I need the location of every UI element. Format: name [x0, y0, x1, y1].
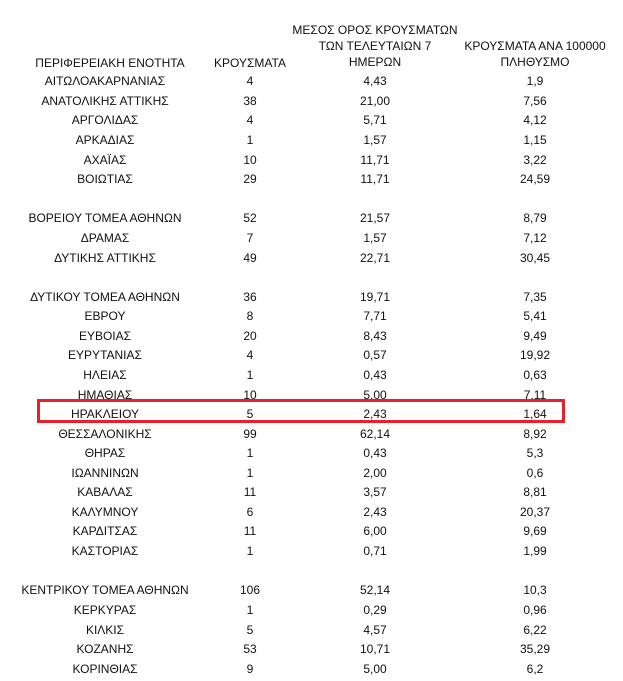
- table-row: [0, 406, 623, 422]
- cell-region: ΚΕΡΚΥΡΑΣ: [73, 603, 137, 617]
- cell-avg7: 19,71: [359, 290, 391, 304]
- cell-per100k: 4,12: [523, 113, 547, 127]
- cell-per100k: 8,92: [523, 427, 547, 441]
- cell-cases: 49: [243, 251, 257, 265]
- header-avg7-line: ΗΜΕΡΩΝ: [348, 55, 402, 69]
- cell-avg7: 2,43: [363, 505, 387, 519]
- table-row: [0, 328, 623, 344]
- table-row: [0, 504, 623, 520]
- cell-region: ΚΑΡΔΙΤΣΑΣ: [72, 524, 138, 538]
- cell-per100k: 0,63: [523, 368, 547, 382]
- cell-per100k: 7,11: [523, 388, 547, 402]
- cell-region: ΑΙΤΩΛΟΑΚΑΡΝΑΝΙΑΣ: [44, 74, 166, 88]
- cell-region: ΑΡΚΑΔΙΑΣ: [75, 133, 135, 147]
- cell-avg7: 3,57: [363, 485, 387, 499]
- header-per100k-line: ΚΡΟΥΣΜΑΤΑ ΑΝΑ 100000: [464, 39, 606, 53]
- cell-region: ΗΜΑΘΙΑΣ: [77, 388, 133, 402]
- table-row: [0, 622, 623, 638]
- header-avg7-line: ΤΩΝ ΤΕΛΕΥΤΑΙΩΝ 7: [318, 39, 432, 53]
- cell-cases: 106: [239, 583, 261, 597]
- table-row: [0, 250, 623, 266]
- cell-per100k: 30,45: [519, 251, 551, 265]
- cell-region: ΒΟΙΩΤΙΑΣ: [77, 172, 133, 186]
- header-per100k-line: ΠΛΗΘΥΣΜΟ: [500, 55, 570, 69]
- header-avg7-line: ΜΕΣΟΣ ΟΡΟΣ ΚΡΟΥΣΜΑΤΩΝ: [292, 23, 458, 37]
- cell-region: ΗΡΑΚΛΕΙΟΥ: [70, 407, 140, 421]
- cell-cases: 36: [243, 290, 257, 304]
- cell-per100k: 5,3: [526, 446, 544, 460]
- table-row: [0, 308, 623, 324]
- table-row: [0, 387, 623, 403]
- cell-per100k: 6,2: [526, 662, 544, 676]
- cell-per100k: 7,35: [523, 290, 547, 304]
- cell-avg7: 10,71: [359, 642, 391, 656]
- cell-per100k: 1,64: [523, 407, 547, 421]
- table-row: [0, 347, 623, 363]
- cell-per100k: 0,96: [523, 603, 547, 617]
- table-row: [0, 641, 623, 657]
- cell-avg7: 1,57: [363, 133, 387, 147]
- cell-cases: 29: [243, 172, 257, 186]
- cell-avg7: 0,29: [363, 603, 387, 617]
- cell-cases: 9: [246, 662, 254, 676]
- cell-region: ΚΙΛΚΙΣ: [85, 623, 125, 637]
- table-row: [0, 602, 623, 618]
- table-row: [0, 543, 623, 559]
- table-row: [0, 523, 623, 539]
- cell-region: ΕΥΒΟΙΑΣ: [78, 329, 132, 343]
- cell-cases: 5: [246, 623, 254, 637]
- cell-avg7: 1,57: [363, 231, 387, 245]
- cell-avg7: 11,71: [360, 172, 390, 186]
- cell-cases: 5: [246, 407, 254, 421]
- cell-avg7: 21,00: [359, 94, 391, 108]
- cell-per100k: 6,22: [523, 623, 547, 637]
- cell-per100k: 19,92: [519, 348, 551, 362]
- table-row: [0, 93, 623, 109]
- table-row: [0, 152, 623, 168]
- table-row: [0, 132, 623, 148]
- table-row: [0, 230, 623, 246]
- table-row: [0, 112, 623, 128]
- cell-cases: 8: [246, 309, 254, 323]
- cell-region: ΚΑΒΑΛΑΣ: [77, 485, 133, 499]
- cell-region: ΔΥΤΙΚΗΣ ΑΤΤΙΚΗΣ: [54, 251, 156, 265]
- cell-region: ΘΗΡΑΣ: [84, 446, 126, 460]
- cell-cases: 4: [246, 113, 254, 127]
- cell-cases: 1: [246, 603, 254, 617]
- cell-cases: 20: [243, 329, 257, 343]
- cell-region: ΑΝΑΤΟΛΙΚΗΣ ΑΤΤΙΚΗΣ: [41, 94, 169, 108]
- cell-cases: 52: [243, 211, 257, 225]
- cell-per100k: 24,59: [519, 172, 551, 186]
- cell-avg7: 7,71: [363, 309, 387, 323]
- cell-per100k: 3,22: [523, 153, 547, 167]
- cell-avg7: 5,00: [363, 388, 387, 402]
- cell-region: ΑΡΓΟΛΙΔΑΣ: [71, 113, 139, 127]
- cell-per100k: 1,15: [523, 133, 547, 147]
- cell-region: ΚΟΖΑΝΗΣ: [76, 642, 134, 656]
- cell-cases: 6: [246, 505, 254, 519]
- cell-per100k: 7,56: [523, 94, 547, 108]
- cell-avg7: 21,57: [359, 211, 391, 225]
- cell-avg7: 4,43: [363, 74, 387, 88]
- cell-region: ΚΟΡΙΝΘΙΑΣ: [72, 662, 138, 676]
- cell-region: ΚΑΣΤΟΡΙΑΣ: [71, 544, 139, 558]
- cell-region: ΒΟΡΕΙΟΥ ΤΟΜΕΑ ΑΘΗΝΩΝ: [28, 211, 182, 225]
- table-row: [0, 210, 623, 226]
- cell-avg7: 6,00: [363, 524, 387, 538]
- cell-avg7: 11,71: [360, 153, 390, 167]
- header-cases-line: ΚΡΟΥΣΜΑΤΑ: [214, 56, 286, 70]
- cell-avg7: 2,43: [363, 407, 387, 421]
- table-row: [0, 289, 623, 305]
- cell-per100k: 8,81: [523, 485, 547, 499]
- cell-avg7: 2,00: [363, 466, 387, 480]
- cell-cases: 11: [243, 524, 257, 538]
- cell-cases: 7: [246, 231, 254, 245]
- cell-region: ΕΒΡΟΥ: [84, 309, 126, 323]
- table-row: [0, 426, 623, 442]
- cell-cases: 1: [246, 466, 254, 480]
- cell-cases: 10: [243, 388, 257, 402]
- cell-cases: 10: [243, 153, 257, 167]
- table-row: [0, 465, 623, 481]
- cell-per100k: 9,69: [523, 524, 547, 538]
- table-row: [0, 445, 623, 461]
- table-row: [0, 484, 623, 500]
- cell-avg7: 0,57: [363, 348, 387, 362]
- cell-avg7: 8,43: [363, 329, 387, 343]
- cell-avg7: 52,14: [359, 583, 391, 597]
- cell-per100k: 9,49: [523, 329, 547, 343]
- table-row: [0, 171, 623, 187]
- cell-region: ΚΑΛΥΜΝΟΥ: [71, 505, 139, 519]
- cell-per100k: 8,79: [523, 211, 547, 225]
- cell-cases: 99: [243, 427, 257, 441]
- cell-cases: 1: [246, 446, 254, 460]
- cell-cases: 1: [246, 133, 254, 147]
- cell-per100k: 10,3: [523, 583, 547, 597]
- cell-per100k: 20,37: [519, 505, 551, 519]
- cell-per100k: 0,6: [526, 466, 544, 480]
- cell-avg7: 5,71: [363, 113, 387, 127]
- cell-per100k: 1,99: [523, 544, 547, 558]
- cell-per100k: 7,12: [523, 231, 547, 245]
- cell-region: ΚΕΝΤΡΙΚΟΥ ΤΟΜΕΑ ΑΘΗΝΩΝ: [21, 583, 189, 597]
- cell-avg7: 0,71: [363, 544, 387, 558]
- table-row: [0, 582, 623, 598]
- cell-region: ΔΡΑΜΑΣ: [80, 231, 130, 245]
- table-row: [0, 73, 623, 89]
- cell-cases: 38: [243, 94, 257, 108]
- cell-cases: 53: [243, 642, 257, 656]
- cell-avg7: 22,71: [359, 251, 391, 265]
- cell-region: ΔΥΤΙΚΟΥ ΤΟΜΕΑ ΑΘΗΝΩΝ: [30, 290, 180, 304]
- header-region-line: ΠΕΡΙΦΕΡΕΙΑΚΗ ΕΝΟΤΗΤΑ: [35, 56, 185, 70]
- cell-cases: 11: [243, 485, 257, 499]
- cell-avg7: 62,14: [359, 427, 391, 441]
- cell-avg7: 0,43: [363, 446, 387, 460]
- cell-region: ΕΥΡΥΤΑΝΙΑΣ: [68, 348, 142, 362]
- cell-cases: 1: [246, 544, 254, 558]
- cell-per100k: 5,41: [523, 309, 547, 323]
- table-row: [0, 367, 623, 383]
- cell-region: ΗΛΕΙΑΣ: [83, 368, 127, 382]
- cell-region: ΑΧΑΪΑΣ: [83, 153, 127, 167]
- cell-avg7: 5,00: [363, 662, 387, 676]
- cell-cases: 4: [246, 74, 254, 88]
- cell-avg7: 4,57: [363, 623, 387, 637]
- cell-avg7: 0,43: [363, 368, 387, 382]
- cell-per100k: 1,9: [526, 74, 544, 88]
- cell-cases: 1: [246, 368, 254, 382]
- cell-cases: 4: [246, 348, 254, 362]
- cell-region: ΘΕΣΣΑΛΟΝΙΚΗΣ: [58, 427, 152, 441]
- cell-per100k: 35,29: [519, 642, 551, 656]
- cell-region: ΙΩΑΝΝΙΝΩΝ: [71, 466, 139, 480]
- table-row: [0, 661, 623, 677]
